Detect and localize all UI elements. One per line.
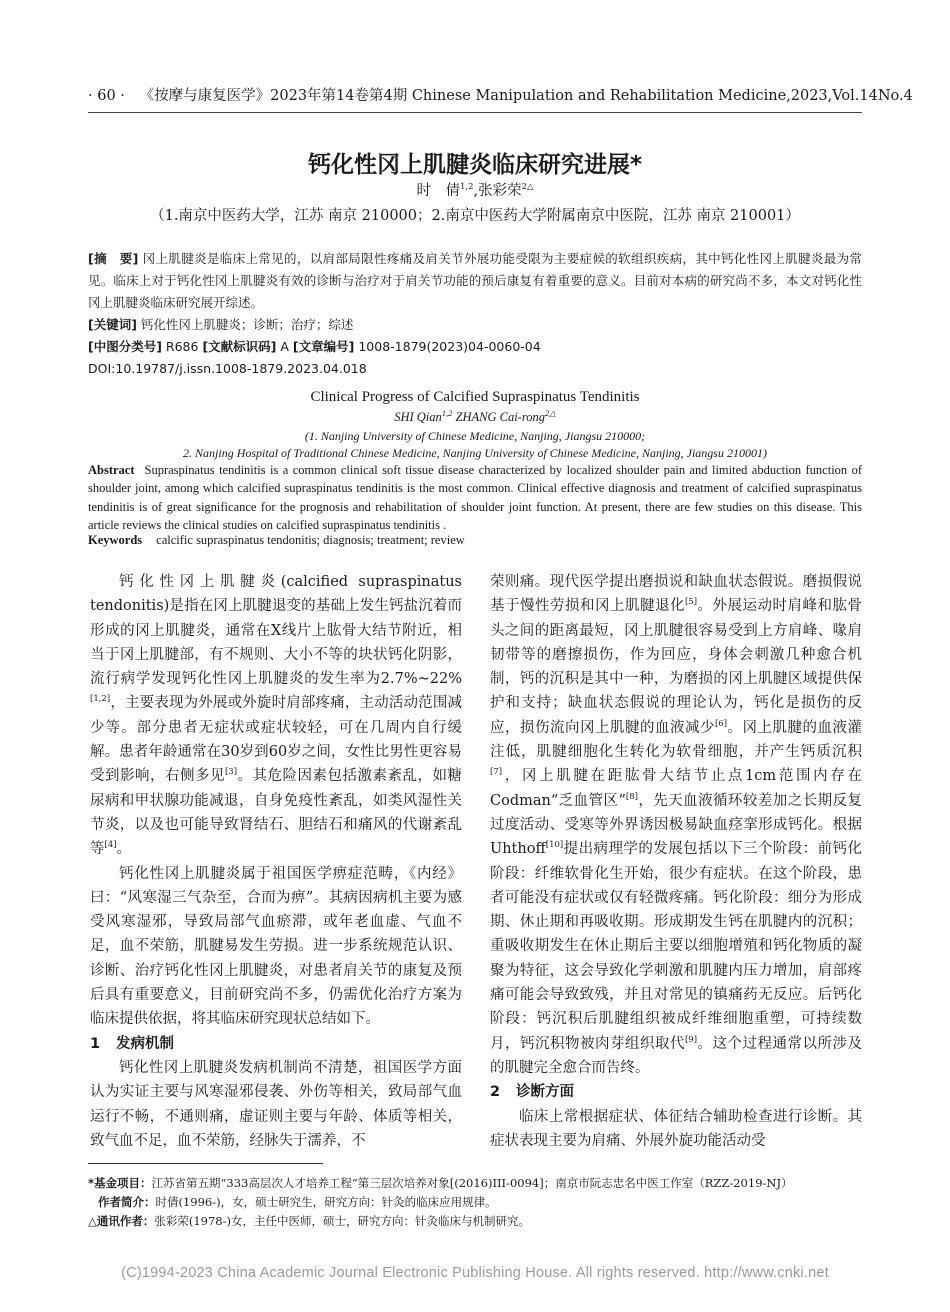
footnote-author: 作者简介：时倩(1996-)，女，硕士研究生，研究方向：针灸的临床应用规律。: [98, 1195, 497, 1209]
abstract-text: 冈上肌腱炎是临床上常见的，以肩部局限性疼痛及肩关节外展功能受限为主要症候的软组织疾病，其中钙化性冈上肌腱炎最为常见。临床上对于钙化性冈上肌腱炎有效的诊断与治疗对于肩关节功能的预后康复有着重要的意义。目前对本病的研究尚不多，本文对钙化性冈上肌腱炎临床研究展开综述。: [88, 251, 862, 310]
english-author-2-affil: 2△: [545, 407, 556, 418]
citation: [9]: [684, 1034, 698, 1045]
right-column: [490, 570, 862, 1153]
english-authors: [0, 407, 950, 425]
chinese-keywords: [88, 314, 862, 336]
classification-line: [88, 336, 862, 358]
running-head: [88, 84, 913, 105]
citation: [3]: [224, 767, 238, 778]
abstract-label: [摘 要]: [88, 251, 139, 266]
author-1: 时 倩: [416, 183, 460, 199]
journal-citation: 《按摩与康复医学》2023年第14卷第4期 Chinese Manipulation and Rehabilitation Medicine,2023,Vol.14No.4: [146, 88, 913, 104]
left-column: [90, 570, 462, 1153]
english-author-1: SHI Qian: [394, 410, 442, 424]
english-affiliation-2: 2. Nanjing Hospital of Traditional Chinese Medicine, Nanjing University of Chinese Medicine, Nanjing, Jiangsu 210001): [183, 446, 767, 460]
citation: [8]: [625, 791, 638, 802]
english-keywords-text: calcific supraspinatus tendonitis; diagnosis; treatment; review: [156, 533, 465, 547]
article-no: 1008-1879(2023)04-0060-04: [358, 339, 541, 354]
authors: [0, 179, 950, 200]
author-1-affil: 1,2: [459, 182, 474, 193]
body-paragraph: 荣则痛。现代医学提出磨损说和缺血状态假说。磨损假说基于慢性劳损和冈上肌腱退化[5]。外展运动时肩峰和肱骨头之间的距离最短，冈上肌腱很容易受到上方肩峰、喙肩韧带等的磨擦损伤，作为回应，身体会刺激几种愈合机制，钙的沉积是其中一种，为磨损的冈上肌腱区域提供保护和支持；缺血状态假说的理论认为，钙化是损伤的反应，损伤流向冈上肌腱的血液减少[6]。冈上肌腱的血液灌注低，肌腱细胞化生转化为软骨细胞，并产生钙质沉积[7]，冈上肌腱在距肱骨大结节止点1cm范围内存在Codman“乏血管区”[8]，先天血液循环较差加之长期反复过度活动、受寒等外界诱因极易缺血痉挛形成钙化。根据Uhthoff[10]提出病理学的发展包括以下三个阶段：前钙化阶段：纤维软骨化生开始，很少有症状。在这个阶段，患者可能没有症状或仅有轻微疼痛。钙化阶段：细分为形成期、休止期和再吸收期。形成期发生钙在肌腱内的沉积；重吸收期发生在休止期后主要以细胞增殖和钙化物质的凝聚为特征，这会导致化学刺激和肌腱内压力增加，肩部疼痛可能会导致致残，并且对常见的镇痛药无反应。后钙化阶段：钙沉积后肌腱组织被成纤维细胞重塑，可持续数月，钙沉积物被肉芽组织取代[9]。这个过程通常以所涉及的肌腱完全愈合而告终。: [490, 574, 863, 1076]
english-affiliation-1: (1. Nanjing University of Chinese Medicine, Nanjing, Jiangsu 210000;: [304, 429, 646, 443]
citation: [4]: [104, 840, 117, 851]
copyright-watermark: (C)1994-2023 China Academic Journal Electronic Publishing House. All rights reserved. http://www.cnki.net: [121, 1265, 829, 1281]
footnote-funding: *基金项目：江苏省第五期“333高层次人才培养工程”第三层次培养对象[(2016)III-0094]；南京市阮志忠名中医工作室（RZZ-2019-NJ）: [88, 1176, 793, 1190]
clc-code: R686: [165, 339, 199, 354]
english-abstract: [88, 461, 862, 534]
english-abstract-label: Abstract: [88, 463, 135, 477]
body-paragraph: 钙化性冈上肌腱炎属于祖国医学痹症范畴，《内经》曰：“风寒湿三气杂至，合而为痹”。其病因病机主要为感受风寒湿邪，导致局部气血瘀滞，或年老血虚、气血不足，血不荣筋，肌腱易发生劳损。进一步系统规范认识、诊断、治疗钙化性冈上肌腱炎，对患者肩关节的康复及预后具有重要意义，目前研究尚不多，仍需优化治疗方案为临床提供依据，将其临床研究现状总结如下。: [90, 865, 462, 1028]
citation: [7]: [490, 767, 503, 778]
english-author-1-affil: 1,2: [441, 407, 453, 418]
citation: [6]: [714, 718, 728, 729]
footnote-corresponding: △通讯作者：张彩荣(1978-)女，主任中医师，硕士，研究方向：针灸临床与机制研究。: [88, 1214, 530, 1228]
chinese-abstract-block: [88, 248, 862, 380]
author-2: ,张彩荣: [473, 183, 522, 199]
article-no-label: [文章编号]: [292, 339, 355, 354]
citation: [5]: [684, 597, 698, 608]
section-heading-1: 1 发病机制: [90, 1035, 174, 1052]
english-keywords-label: Keywords: [88, 533, 143, 547]
keywords-label: [关键词]: [88, 317, 137, 332]
keywords-text: 钙化性冈上肌腱炎；诊断；治疗；综述: [140, 317, 354, 332]
body-paragraph: 钙化性冈上肌腱炎发病机制尚不清楚，祖国医学方面认为实证主要与风寒湿邪侵袭、外伤等相关，致局部气血运行不畅，不通则痛，虚证则主要与年龄、体质等相关，致气血不足，血不荣筋，经脉失于濡养，不: [90, 1059, 462, 1149]
english-keywords: [88, 533, 862, 548]
doi: DOI:10.19787/j.issn.1008-1879.2023.04.018: [88, 361, 367, 376]
section-heading-2: 2 诊断方面: [490, 1084, 574, 1101]
citation: [10]: [545, 840, 564, 851]
footnote-rule: [88, 1163, 323, 1164]
article-title: 钙化性冈上肌腱炎临床研究进展*: [307, 152, 643, 178]
author-2-affil: 2△: [521, 182, 534, 193]
chinese-abstract: [88, 248, 862, 314]
doc-code: A: [280, 339, 289, 354]
doc-code-label: [文献标识码]: [202, 339, 277, 354]
affiliations: （1.南京中医药大学，江苏 南京 210000；2.南京中医药大学附属南京中医院，江苏 南京 210001）: [150, 208, 800, 224]
english-title: Clinical Progress of Calcified Supraspinatus Tendinitis: [310, 389, 640, 405]
header-rule: [88, 112, 862, 113]
english-author-2: ZHANG Cai-rong: [452, 410, 545, 424]
page-number: · 60 ·: [88, 88, 125, 104]
citation: [1,2]: [90, 694, 111, 705]
english-abstract-text: Supraspinatus tendinitis is a common clinical soft tissue disease characterized by localized shoulder pain and limited abduction function of shoulder joint, among which calcified supraspinatus tendinitis is the most common. Clinical effective diagnosis and treatment of calcified supraspinatus tendinitis is of great significance for the prognosis and rehabilitation of shoulder joint function. At present, there are few studies on this disease. This article reviews the clinical studies on calcified supraspinatus tendinitis .: [88, 463, 862, 532]
body-paragraph: 临床上常根据症状、体征结合辅助检查进行诊断。其症状表现主要为肩痛、外展外旋功能活动受: [490, 1108, 862, 1149]
clc-label: [中图分类号]: [88, 339, 162, 354]
body-paragraph: 钙化性冈上肌腱炎(calcified supraspinatus tendonitis)是指在冈上肌腱退变的基础上发生钙盐沉着而形成的冈上肌腱炎，通常在X线片上肱骨大结节附近，相当于冈上肌腱部，有不规则、大小不等的块状钙化阴影，流行病学发现钙化性冈上肌腱炎的发生率为2.7%~22%[1,2]，主要表现为外展或外旋时肩部疼痛，主动活动范围减少等。部分患者无症状或症状较轻，可在几周内自行缓解。患者年龄通常在30岁到60岁之间，女性比男性更容易受到影响，右侧多见[3]。其危险因素包括激素紊乱，如糖尿病和甲状腺功能减退，自身免疫性紊乱，如类风湿性关节炎，以及也可能导致肾结石、胆结石和痛风的代谢紊乱等[4]。: [90, 574, 463, 858]
